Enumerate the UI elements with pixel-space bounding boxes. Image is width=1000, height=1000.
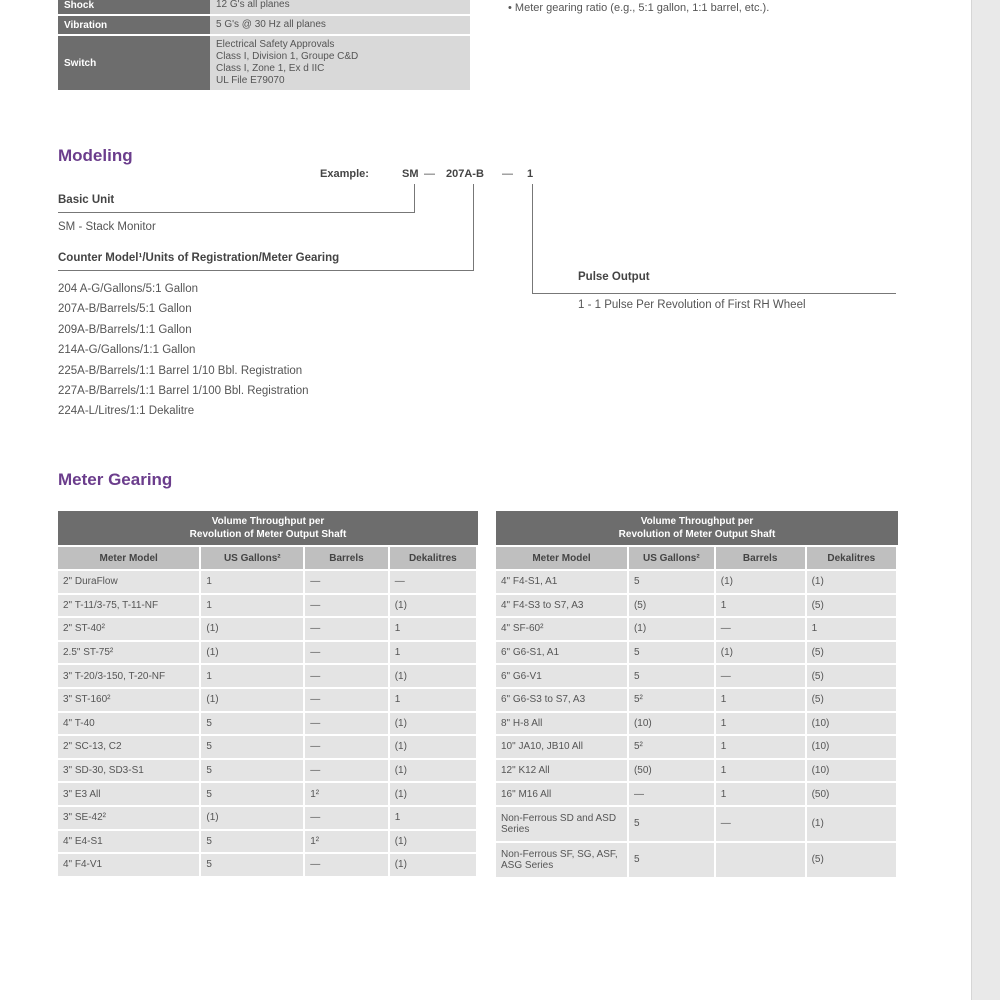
table-row	[496, 781, 898, 805]
spec-value	[210, 36, 470, 90]
banner-line: Revolution of Meter Output Shaft	[618, 529, 776, 540]
table-cell: 6" G6-S3 to S7, A3	[496, 687, 629, 711]
counter-model-item: 227A-B/Barrels/1:1 Barrel 1/100 Bbl. Registration	[58, 384, 309, 397]
modeling-title: Modeling	[58, 146, 133, 165]
table-cell: 6" G6-V1	[496, 663, 629, 687]
counter-model-item: 207A-B/Barrels/5:1 Gallon	[58, 303, 192, 316]
counter-model-item: 224A-L/Litres/1:1 Dekalitre	[58, 405, 195, 418]
table-cell: —	[390, 569, 478, 593]
table-cell: 1	[807, 616, 898, 640]
table-cell: (5)	[807, 663, 898, 687]
table-row	[58, 616, 478, 640]
table-cell	[716, 841, 807, 877]
example-dash: —	[502, 168, 513, 180]
counter-model-item: 204 A-G/Gallons/5:1 Gallon	[58, 283, 198, 295]
table-row	[58, 781, 478, 805]
connector-line	[58, 270, 474, 271]
example-code-unit: SM	[402, 168, 419, 180]
table-cell: 5²	[629, 687, 716, 711]
table-cell: (1)	[390, 593, 478, 617]
table-row	[496, 734, 898, 758]
table-cell: (5)	[807, 593, 898, 617]
spec-label: Switch	[58, 36, 210, 90]
table-cell: 1	[390, 616, 478, 640]
spec-row	[58, 0, 470, 14]
table-cell: 1	[390, 687, 478, 711]
table-cell: 4" F4-S1, A1	[496, 569, 629, 593]
spec-value-line: 5 G's @ 30 Hz all planes	[216, 19, 326, 30]
table-cell: (10)	[807, 758, 898, 782]
table-header-row	[496, 545, 898, 569]
table-cell: —	[305, 569, 389, 593]
table-cell: 12" K12 All	[496, 758, 629, 782]
table-cell: 3" SE-42²	[58, 805, 201, 829]
column-header: Meter Model	[58, 545, 201, 569]
table-cell: —	[305, 805, 389, 829]
spec-label: Shock	[58, 0, 210, 14]
counter-model-list	[58, 280, 309, 423]
column-header: Dekalitres	[807, 545, 898, 569]
column-header: US Gallons²	[201, 545, 305, 569]
table-cell: —	[305, 593, 389, 617]
table-cell: (1)	[807, 569, 898, 593]
table-banner-row	[58, 511, 478, 545]
table-cell: (1)	[390, 711, 478, 735]
table-cell: (1)	[716, 640, 807, 664]
spec-value-line: Class I, Zone 1, Ex d IIC	[216, 63, 325, 74]
table-cell: 1	[201, 663, 305, 687]
table-cell: —	[305, 711, 389, 735]
table-banner	[496, 511, 898, 545]
spec-value-line: 12 G's all planes	[216, 0, 290, 10]
table-cell: 2" SC-13, C2	[58, 734, 201, 758]
table-cell: 5	[201, 734, 305, 758]
table-cell: (1)	[390, 663, 478, 687]
table-cell: 5	[629, 569, 716, 593]
table-cell: (1)	[390, 758, 478, 782]
table-cell: (5)	[629, 593, 716, 617]
table-row	[496, 593, 898, 617]
table-cell: 1	[201, 569, 305, 593]
spec-value-line: Electrical Safety Approvals	[216, 39, 335, 50]
connector-line	[532, 293, 896, 294]
table-cell: 2" DuraFlow	[58, 569, 201, 593]
table-cell: 1	[716, 781, 807, 805]
table-banner	[58, 511, 478, 545]
meter-gearing-note: • Meter gearing ratio (e.g., 5:1 gallon, 1:1 barrel, etc.).	[508, 2, 770, 14]
table-cell: 3" E3 All	[58, 781, 201, 805]
table-cell: Non-Ferrous SF, SG, ASF, ASG Series	[496, 841, 629, 877]
column-header: Barrels	[305, 545, 389, 569]
table-row	[496, 663, 898, 687]
table-cell: (1)	[716, 569, 807, 593]
basic-unit-value: SM - Stack Monitor	[58, 221, 156, 233]
table-cell: Non-Ferrous SD and ASD Series	[496, 805, 629, 841]
example-dash: —	[424, 168, 435, 180]
column-header: Dekalitres	[390, 545, 478, 569]
table-cell: (1)	[390, 829, 478, 853]
table-cell: (1)	[390, 734, 478, 758]
table-header-row	[58, 545, 478, 569]
spec-row	[58, 36, 470, 90]
counter-model-item: 214A-G/Gallons/1:1 Gallon	[58, 344, 196, 357]
connector-line	[532, 184, 533, 294]
table-cell: 3" T-20/3-150, T-20-NF	[58, 663, 201, 687]
column-header: Meter Model	[496, 545, 629, 569]
table-cell: 3" SD-30, SD3-S1	[58, 758, 201, 782]
table-cell: 5	[201, 829, 305, 853]
basic-unit-heading: Basic Unit	[58, 194, 115, 206]
column-header: Barrels	[716, 545, 807, 569]
table-cell: 1	[716, 593, 807, 617]
table-cell: 1	[716, 711, 807, 735]
table-cell: (10)	[807, 711, 898, 735]
table-cell: 5	[629, 841, 716, 877]
connector-line	[414, 184, 415, 212]
spec-value	[210, 16, 470, 34]
table-cell: 4" T-40	[58, 711, 201, 735]
table-row	[496, 841, 898, 877]
spec-row	[58, 16, 470, 34]
table-row	[58, 852, 478, 876]
banner-line: Volume Throughput per	[211, 516, 325, 527]
table-cell: —	[305, 734, 389, 758]
meter-gearing-table-left	[58, 511, 478, 876]
table-cell: —	[305, 640, 389, 664]
table-cell: 4" SF-60²	[496, 616, 629, 640]
table-cell: 5	[201, 781, 305, 805]
meter-gearing-title: Meter Gearing	[58, 470, 173, 489]
table-cell: 5	[201, 711, 305, 735]
table-cell: 2" T-11/3-75, T-11-NF	[58, 593, 201, 617]
table-cell: (1)	[629, 616, 716, 640]
table-cell: 1²	[305, 829, 389, 853]
counter-model-item: 209A-B/Barrels/1:1 Gallon	[58, 323, 192, 336]
column-header: US Gallons²	[629, 545, 716, 569]
table-cell: (50)	[807, 781, 898, 805]
table-cell: (1)	[201, 687, 305, 711]
table-cell: —	[305, 663, 389, 687]
table-row	[58, 805, 478, 829]
table-row	[58, 734, 478, 758]
table-row	[496, 805, 898, 841]
table-row	[496, 616, 898, 640]
table-cell: (1)	[201, 805, 305, 829]
example-label: Example:	[320, 168, 369, 180]
table-cell: 6" G6-S1, A1	[496, 640, 629, 664]
table-cell: 8" H-8 All	[496, 711, 629, 735]
table-cell: —	[629, 781, 716, 805]
pulse-output-heading: Pulse Output	[578, 271, 650, 283]
table-cell: 5²	[629, 734, 716, 758]
table-row	[496, 711, 898, 735]
table-cell: —	[716, 616, 807, 640]
table-cell: 4" F4-S3 to S7, A3	[496, 593, 629, 617]
table-cell: (1)	[201, 616, 305, 640]
table-cell: —	[305, 758, 389, 782]
table-row	[496, 640, 898, 664]
table-cell: 5	[629, 663, 716, 687]
table-cell: 1	[390, 640, 478, 664]
table-row	[58, 758, 478, 782]
counter-model-heading: Counter Model¹/Units of Registration/Meter Gearing	[58, 252, 340, 264]
table-cell: —	[716, 663, 807, 687]
table-cell: 1²	[305, 781, 389, 805]
banner-line: Revolution of Meter Output Shaft	[189, 529, 347, 540]
banner-line: Volume Throughput per	[640, 516, 754, 527]
table-cell: 5	[629, 640, 716, 664]
table-cell: 1	[201, 593, 305, 617]
specifications-table	[58, 0, 470, 92]
spec-label: Vibration	[58, 16, 210, 34]
table-cell: 1	[716, 734, 807, 758]
example-code-counter: 207A-B	[446, 168, 484, 180]
connector-line	[473, 184, 474, 270]
table-row	[58, 711, 478, 735]
table-cell: (5)	[807, 687, 898, 711]
table-cell: 3" ST-160²	[58, 687, 201, 711]
table-cell: (1)	[201, 640, 305, 664]
table-cell: 4" F4-V1	[58, 852, 201, 876]
table-row	[58, 640, 478, 664]
counter-model-item: 225A-B/Barrels/1:1 Barrel 1/10 Bbl. Registration	[58, 364, 303, 377]
table-cell: 2" ST-40²	[58, 616, 201, 640]
table-cell: 5	[201, 852, 305, 876]
table-cell: (1)	[390, 852, 478, 876]
table-row	[496, 569, 898, 593]
table-cell: 2.5" ST-75²	[58, 640, 201, 664]
table-banner-row	[496, 511, 898, 545]
table-cell: (5)	[807, 640, 898, 664]
table-cell: (1)	[807, 805, 898, 841]
connector-line	[58, 212, 415, 213]
table-row	[58, 829, 478, 853]
table-cell: 1	[716, 687, 807, 711]
table-cell: —	[716, 805, 807, 841]
table-cell: (5)	[807, 841, 898, 877]
table-row	[58, 569, 478, 593]
viewer-gutter	[971, 0, 1000, 1000]
spec-value-line: Class I, Division 1, Groupe C&D	[216, 51, 359, 62]
table-cell: 4" E4-S1	[58, 829, 201, 853]
example-code-pulse: 1	[527, 168, 534, 180]
table-row	[58, 663, 478, 687]
table-cell: (10)	[629, 711, 716, 735]
spec-value	[210, 0, 470, 14]
table-cell: (1)	[390, 781, 478, 805]
table-row	[58, 593, 478, 617]
table-cell: —	[305, 616, 389, 640]
table-cell: (50)	[629, 758, 716, 782]
table-cell: 1	[716, 758, 807, 782]
meter-gearing-table-right	[496, 511, 898, 877]
table-row	[58, 687, 478, 711]
table-cell: (10)	[807, 734, 898, 758]
pulse-output-value: 1 - 1 Pulse Per Revolution of First RH Wheel	[578, 299, 806, 311]
table-cell: 10" JA10, JB10 All	[496, 734, 629, 758]
table-cell: —	[305, 687, 389, 711]
table-cell: 5	[201, 758, 305, 782]
table-cell: —	[305, 852, 389, 876]
table-cell: 5	[629, 805, 716, 841]
table-cell: 16" M16 All	[496, 781, 629, 805]
table-cell: 1	[390, 805, 478, 829]
table-row	[496, 687, 898, 711]
spec-value-line: UL File E79070	[216, 75, 285, 86]
table-row	[496, 758, 898, 782]
